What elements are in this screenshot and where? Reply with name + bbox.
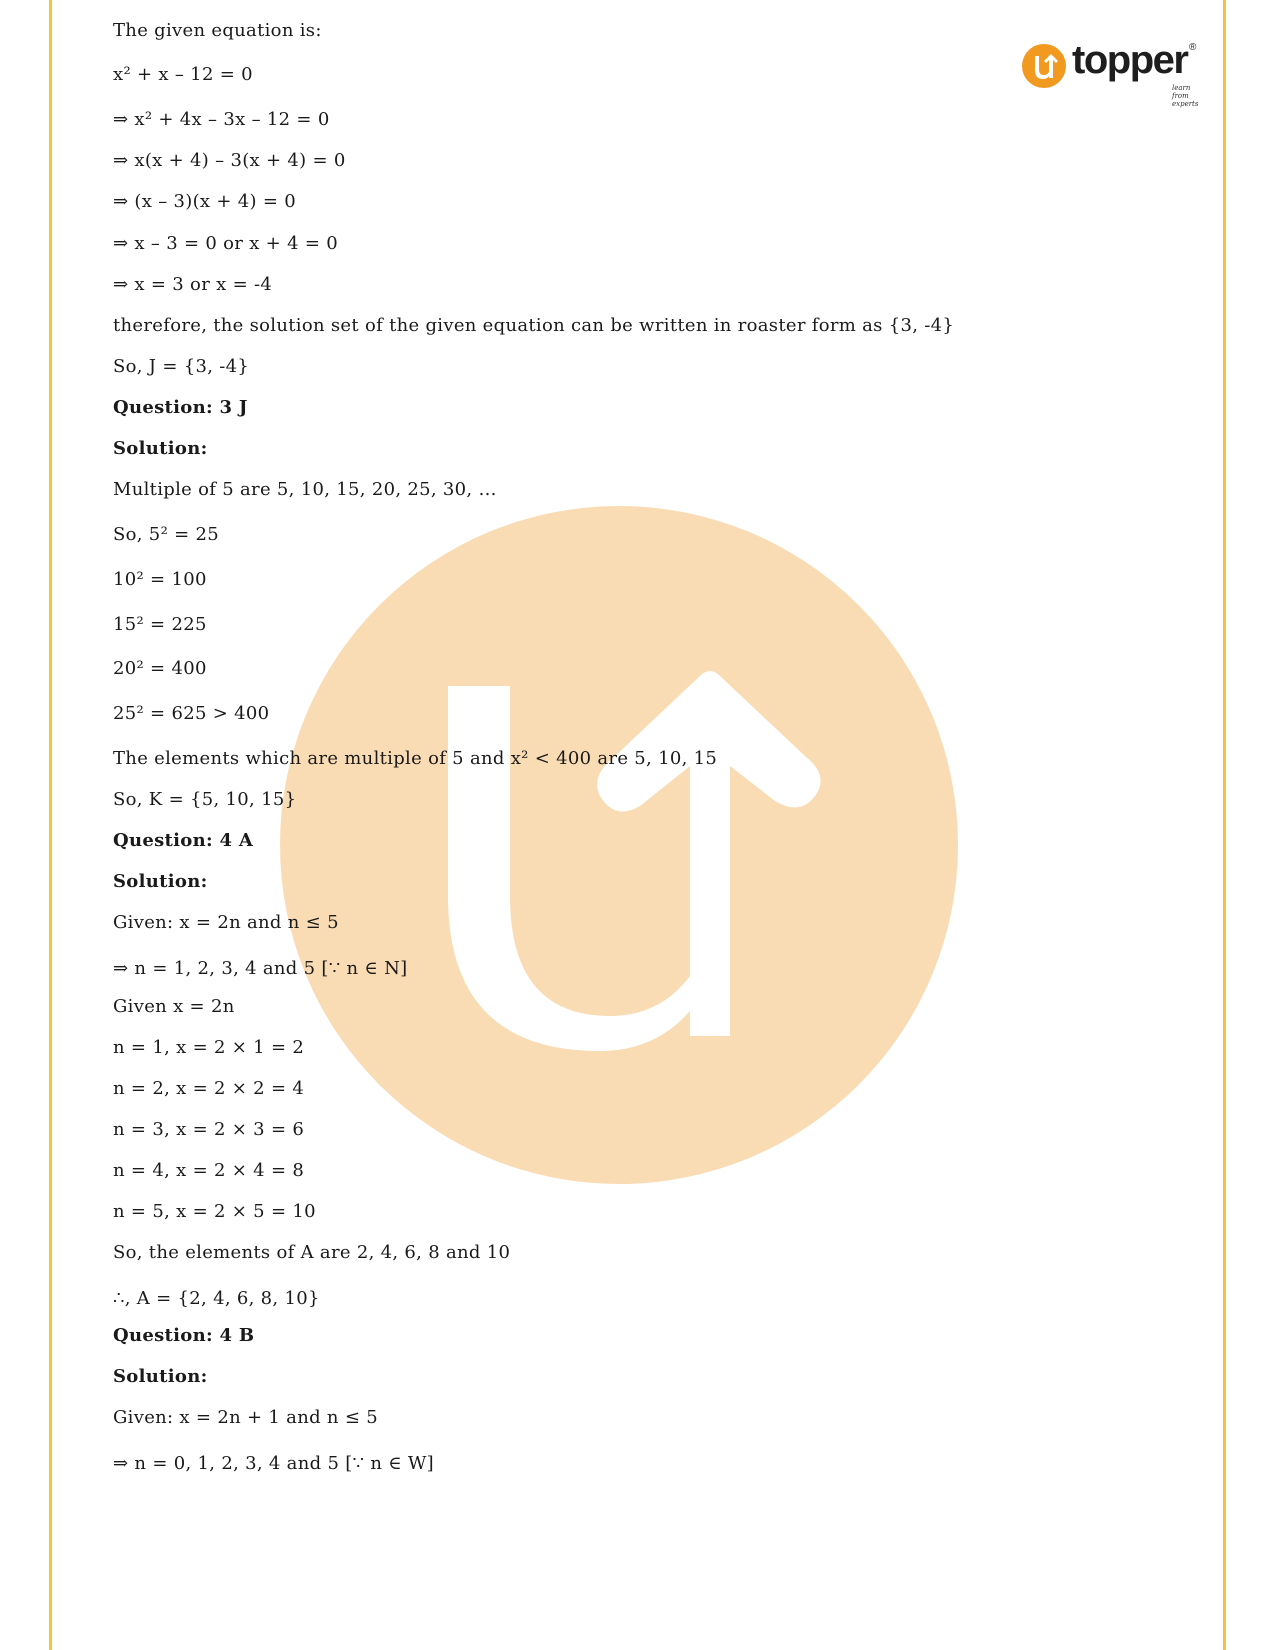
question-heading: Question: 4 B [113, 1325, 255, 1346]
equation-line: So, 5² = 25 [113, 524, 220, 545]
equation-line: ⇒ x = 3 or x = -4 [113, 274, 273, 295]
text-line: Given x = 2n [113, 996, 235, 1017]
text-line: The elements which are multiple of 5 and x² < 400 are 5, 10, 15 [113, 748, 718, 769]
equation-line: 20² = 400 [113, 658, 207, 679]
equation-line: n = 2, x = 2 × 2 = 4 [113, 1078, 305, 1099]
text-line: therefore, the solution set of the given equation can be written in roaster form as {3, -4} [113, 315, 955, 336]
solution-heading: Solution: [113, 871, 208, 892]
question-heading: Question: 3 J [113, 397, 248, 418]
text-line: So, the elements of A are 2, 4, 6, 8 and 10 [113, 1242, 511, 1263]
logo-wordmark: topper [1072, 38, 1188, 82]
page-border-right [1223, 0, 1226, 1650]
equation-line: n = 3, x = 2 × 3 = 6 [113, 1119, 305, 1140]
text-line: ∴, A = {2, 4, 6, 8, 10} [113, 1288, 320, 1309]
question-heading: Question: 4 A [113, 830, 254, 851]
logo-tagline: learn from experts [1172, 84, 1199, 108]
equation-line: ⇒ (x – 3)(x + 4) = 0 [113, 191, 297, 212]
equation-line: n = 5, x = 2 × 5 = 10 [113, 1201, 316, 1222]
equation-line: n = 1, x = 2 × 1 = 2 [113, 1037, 305, 1058]
equation-line: x² + x – 12 = 0 [113, 64, 253, 85]
solution-heading: Solution: [113, 438, 208, 459]
solution-heading: Solution: [113, 1366, 208, 1387]
equation-line: ⇒ x – 3 = 0 or x + 4 = 0 [113, 233, 339, 254]
watermark-logo-icon [280, 506, 958, 1184]
text-line: So, J = {3, -4} [113, 356, 250, 377]
text-line: Given: x = 2n and n ≤ 5 [113, 912, 339, 933]
equation-line: ⇒ x² + 4x – 3x – 12 = 0 [113, 109, 330, 130]
equation-line: 25² = 625 > 400 [113, 703, 270, 724]
equation-line: ⇒ n = 1, 2, 3, 4 and 5 [∵ n ∈ N] [113, 958, 408, 979]
logo-registered-mark: ® [1189, 42, 1197, 53]
page-border-left [49, 0, 52, 1650]
text-line: So, K = {5, 10, 15} [113, 789, 297, 810]
equation-line: ⇒ n = 0, 1, 2, 3, 4 and 5 [∵ n ∈ W] [113, 1453, 434, 1474]
logo-badge-icon [1022, 44, 1066, 88]
text-line: The given equation is: [113, 20, 322, 41]
topper-logo [1022, 38, 1202, 108]
equation-line: 10² = 100 [113, 569, 207, 590]
equation-line: n = 4, x = 2 × 4 = 8 [113, 1160, 305, 1181]
equation-line: ⇒ x(x + 4) – 3(x + 4) = 0 [113, 150, 346, 171]
text-line: Multiple of 5 are 5, 10, 15, 20, 25, 30, … [113, 479, 497, 500]
equation-line: 15² = 225 [113, 614, 207, 635]
text-line: Given: x = 2n + 1 and n ≤ 5 [113, 1407, 378, 1428]
